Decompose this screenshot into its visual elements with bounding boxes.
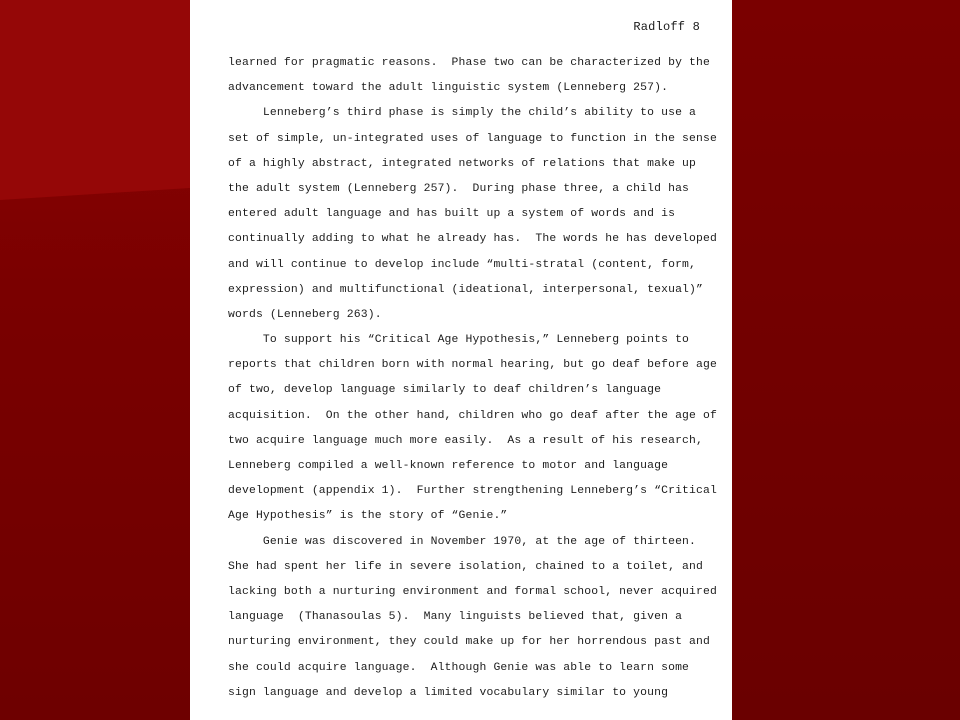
slide-accent-band [0, 0, 190, 200]
text-line: Lenneberg compiled a well-known reference to motor and language [228, 460, 669, 472]
text-line: Age Hypothesis” is the story of “Genie.” [228, 510, 508, 523]
text-line: the adult system (Lenneberg 257). During phase three, a child has [228, 182, 690, 195]
text-line: language (Thanasoulas 5). Many linguists believed that, given a [228, 611, 683, 624]
text-line: reports that children born with normal hearing, but go deaf before age [228, 359, 717, 372]
text-line: She had spent her life in severe isolation, chained to a toilet, and [228, 560, 704, 573]
text-line: acquisition. On the other hand, children who go deaf after the age of [228, 409, 717, 422]
slide-right-panel [732, 0, 960, 720]
text-line: and will continue to develop include “multi-stratal (content, form, [228, 258, 697, 271]
text-line: she could acquire language. Although Genie was able to learn some [228, 661, 690, 674]
text-line: of two, develop language similarly to deaf children’s language [228, 384, 662, 397]
text-line: learned for pragmatic reasons. Phase two can be characterized by the [228, 57, 710, 69]
document-page [190, 0, 732, 720]
text-line: nurturing environment, they could make up for her horrendous past and [228, 636, 710, 649]
page-header: Radloff 8 [633, 20, 700, 34]
text-line: development (appendix 1). Further strengthening Lenneberg’s “Critical [228, 485, 717, 498]
text-line: Genie was discovered in November 1970, at the age of thirteen. [228, 535, 697, 548]
text-line: sign language and develop a limited vocabulary similar to young [228, 686, 669, 699]
text-line: words (Lenneberg 263). [228, 308, 382, 321]
text-line: expression) and multifunctional (ideational, interpersonal, texual)” [228, 283, 704, 296]
text-line: entered adult language and has built up a system of words and is [228, 208, 676, 221]
text-line: of a highly abstract, integrated networks of relations that make up [228, 157, 697, 170]
text-line: Lenneberg’s third phase is simply the child’s ability to use a [228, 107, 697, 120]
text-line: two acquire language much more easily. As a result of his research, [228, 434, 704, 447]
text-line: set of simple, un-integrated uses of language to function in the sense [228, 132, 717, 145]
text-line: advancement toward the adult linguistic system (Lenneberg 257). [228, 82, 669, 95]
text-line: continually adding to what he already has. The words he has developed [228, 233, 717, 246]
text-line: lacking both a nurturing environment and formal school, never acquired [228, 585, 717, 598]
text-line: To support his “Critical Age Hypothesis,” Lenneberg points to [228, 334, 690, 347]
body-text [228, 51, 717, 706]
